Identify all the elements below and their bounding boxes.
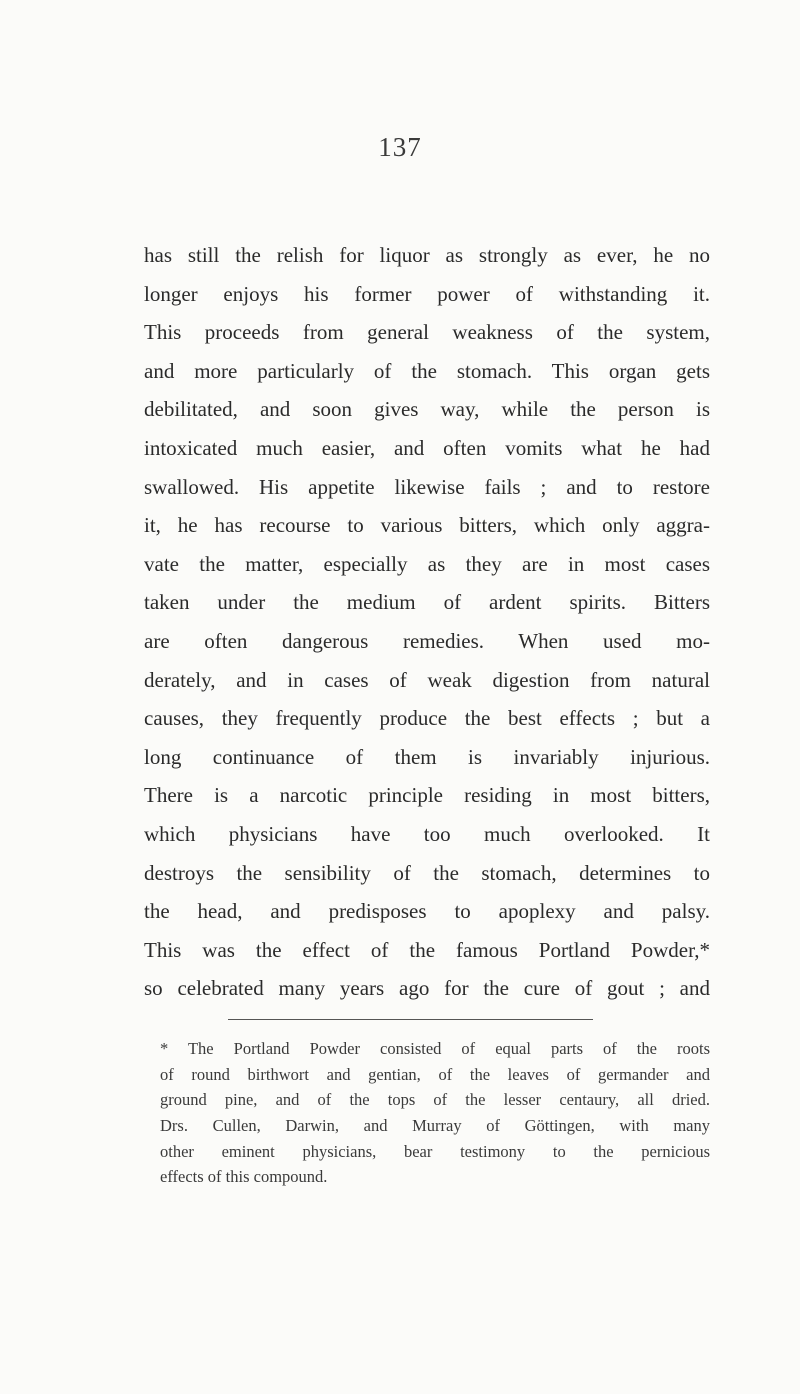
page-number: 137	[378, 132, 422, 162]
footnote	[160, 1036, 710, 1190]
text-line: and more particularly of the stomach. This organ gets	[144, 358, 710, 383]
text-line: derately, and in cases of weak digestion from natural	[144, 667, 710, 692]
text-line: causes, they frequently produce the best effects ; but a	[144, 706, 710, 731]
text-line: vate the matter, especially as they are in most cases	[144, 551, 710, 576]
text-line: destroys the sensibility of the stomach, determines to	[144, 860, 710, 885]
footnote-divider	[228, 1019, 593, 1020]
text-line: which physicians have too much overlooked. It	[144, 821, 710, 846]
footnote-line: Drs. Cullen, Darwin, and Murray of Göttingen, with many	[160, 1116, 710, 1136]
text-line: are often dangerous remedies. When used mo-	[144, 628, 710, 653]
footnote-line: of round birthwort and gentian, of the leaves of germander and	[160, 1064, 710, 1084]
text-line: intoxicated much easier, and often vomits what he had	[144, 435, 710, 460]
text-line: This was the effect of the famous Portland Powder,*	[144, 937, 710, 962]
text-line: taken under the medium of ardent spirits. Bitters	[144, 590, 710, 615]
text-line: swallowed. His appetite likewise fails ; and to restore	[144, 474, 710, 499]
text-line: the head, and predisposes to apoplexy and palsy.	[144, 899, 710, 924]
footnote-line: * The Portland Powder consisted of equal parts of the roots	[160, 1039, 710, 1058]
text-line: This proceeds from general weakness of the system,	[144, 320, 710, 345]
footnote-line: ground pine, and of the tops of the lesser centaury, all dried.	[160, 1090, 710, 1110]
text-line: debilitated, and soon gives way, while the person is	[144, 397, 710, 422]
text-line: long continuance of them is invariably injurious.	[144, 744, 710, 769]
text-line: so celebrated many years ago for the cure of gout ; and	[144, 976, 710, 1001]
text-line: it, he has recourse to various bitters, which only aggra-	[144, 513, 710, 538]
footnote-line: effects of this compound.	[160, 1167, 328, 1187]
text-line: longer enjoys his former power of withstanding it.	[144, 281, 710, 306]
footnote-line: other eminent physicians, bear testimony to the pernicious	[160, 1141, 710, 1161]
text-line: has still the relish for liquor as strongly as ever, he no	[144, 243, 710, 267]
body-text	[144, 236, 710, 1008]
text-line: There is a narcotic principle residing in most bitters,	[144, 783, 710, 808]
